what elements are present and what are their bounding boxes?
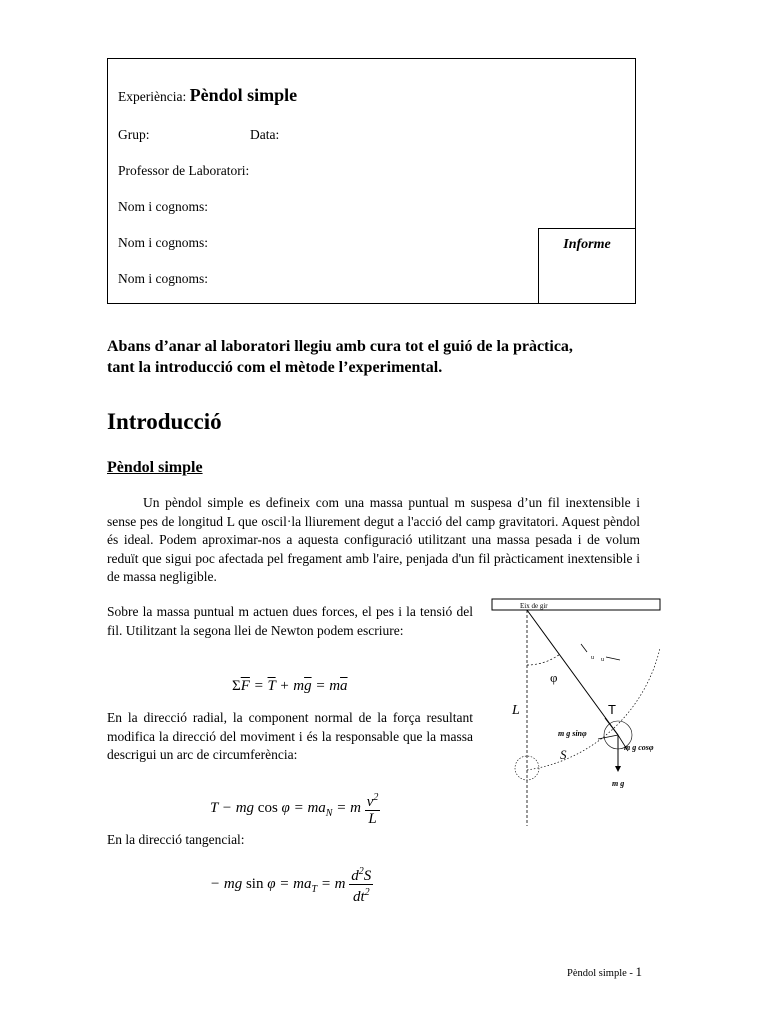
unit-vector-t xyxy=(606,657,620,660)
informe-box xyxy=(538,228,636,304)
pendulum-string xyxy=(527,610,618,735)
grup-line xyxy=(118,127,150,143)
experiencia-line xyxy=(118,85,297,106)
page-number: 1 xyxy=(635,964,643,979)
informe-label: Informe xyxy=(563,237,611,252)
page-footer xyxy=(567,964,642,980)
subsection-title: Pèndol simple xyxy=(107,459,203,476)
equation-newton: $\Sigma\overline{F} = \overline{T} + m\overline{g} = m\overline{a}$ xyxy=(232,678,348,694)
nom-label-3: Nom i cognoms: xyxy=(118,271,208,286)
paragraph-tangential: En la direcció tangencial: xyxy=(107,832,245,847)
paragraph-definition: Un pèndol simple es defineix com una massa puntual m suspesa d’un fil inextensible i sense pes de longitud L que oscil·la lliurement degut a l'acció del camp gravitatori. Aquest pèndol és ideal. Podem aproximar-nos a aquesta configuració utilitzant una massa pesada i de volum reduït que sigui poc afectada pel fregament amb l'aire, penjada d'un fil pràcticament inextensible i de massa negligible. xyxy=(107,495,640,584)
grup-label: Grup: xyxy=(118,127,150,142)
header-form-box xyxy=(107,58,636,304)
warning-text xyxy=(107,336,637,378)
data-line xyxy=(250,127,279,143)
angle-arc xyxy=(527,654,560,665)
professor-label: Professor de Laboratori: xyxy=(118,163,250,178)
tangential-component xyxy=(598,735,618,739)
axis-label: Eix de gir xyxy=(520,602,548,610)
warning-line-1: Abans d’anar al laboratori llegiu amb cura tot el guió de la pràctica, xyxy=(107,338,573,355)
label-S: S xyxy=(560,747,567,762)
equation-tangential: − mg $\sin \varphi = ma_T = m$ $\frac{d^2S}{dt^2}$ xyxy=(210,866,372,905)
equation-radial: T − mg $\cos \varphi = ma_N = m$ $\frac{v^2}{L}$ xyxy=(210,792,379,827)
label-u-r: u xyxy=(591,655,594,661)
label-mg: m g xyxy=(612,779,625,788)
axis-box xyxy=(492,599,660,610)
nom-label-2: Nom i cognoms: xyxy=(118,235,208,250)
label-u-t: u xyxy=(601,657,604,663)
experiencia-label: Experiència: xyxy=(118,89,187,104)
footer-text: Pèndol simple - xyxy=(567,968,636,979)
warning-line-2: tant la introducció com el mètode l’experimental. xyxy=(107,359,443,376)
unit-vector-r xyxy=(581,644,587,652)
label-phi: φ xyxy=(550,670,558,685)
label-L: L xyxy=(512,703,520,718)
label-mg-sin: m g sinφ xyxy=(558,729,587,738)
pendulum-diagram xyxy=(490,598,690,828)
paragraph-radial: En la direcció radial, la component normal de la força resultant modifica la direcció del moviment i és la responsable que la massa descrigui un arc de circumferència: xyxy=(107,710,473,762)
data-label: Data: xyxy=(250,127,280,142)
nom-label-1: Nom i cognoms: xyxy=(118,199,208,214)
label-T: T xyxy=(608,702,616,717)
label-mg-cos: m g cosφ xyxy=(624,743,654,752)
experiencia-title: Pèndol simple xyxy=(189,85,298,105)
section-title: Introducció xyxy=(107,409,222,434)
paragraph-forces: Sobre la massa puntual m actuen dues forces, el pes i la tensió del fil. Utilitzant la segona llei de Newton podem escriure: xyxy=(107,604,473,638)
